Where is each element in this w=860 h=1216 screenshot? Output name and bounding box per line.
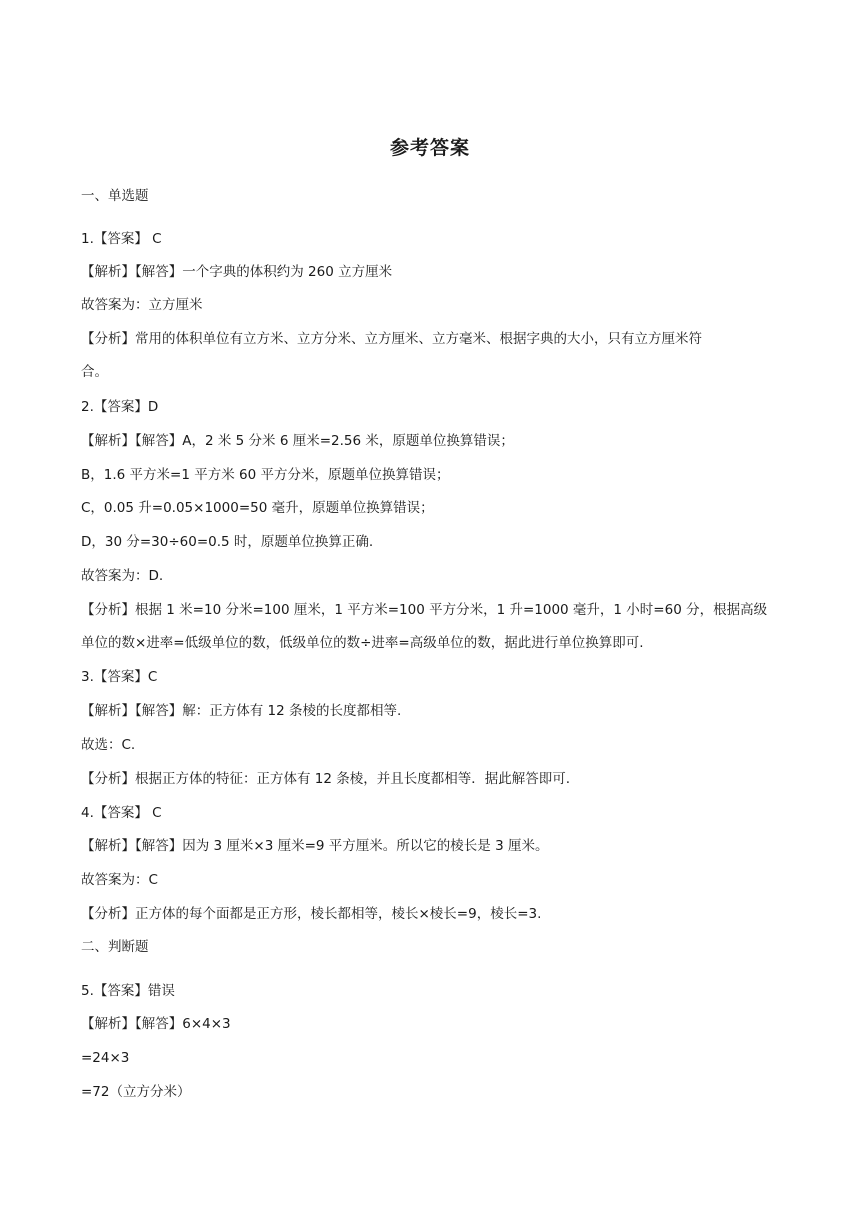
q4-analysis: 【分析】正方体的每个面都是正方形，棱长都相等，棱长×棱长=9，棱长=3. [81,906,542,922]
section-heading-true-false: 二、判断题 [81,939,149,955]
q1-analysis-line-2: 合。 [81,364,108,380]
q2-analysis-line-1: 【分析】根据 1 米=10 分米=100 厘米，1 平方米=100 平方分米，1 升=1000 毫升，1 小时=60 分，根据高级 [81,602,768,618]
page-title: 参考答案 [389,137,470,159]
q3-conclusion: 故选：C. [81,737,136,753]
q4-conclusion: 故答案为：C [81,872,158,888]
q5-answer: 5.【答案】错误 [81,983,175,999]
q3-answer: 3.【答案】C [81,669,158,685]
q2-answer: 2.【答案】D [81,399,159,415]
q5-explanation: 【解析】【解答】6×4×3 [81,1016,231,1032]
q2-analysis-line-2: 单位的数×进率=低级单位的数，低级单位的数÷进率=高级单位的数，据此进行单位换算即可. [81,635,644,651]
q5-step-2: =72（立方分米） [81,1084,191,1100]
q3-analysis: 【分析】根据正方体的特征：正方体有 12 条棱，并且长度都相等．据此解答即可. [81,771,571,787]
q2-conclusion: 故答案为：D. [81,568,164,584]
q1-explanation: 【解析】【解答】一个字典的体积约为 260 立方厘米 [81,264,393,280]
q2-explanation-d: D，30 分=30÷60=0.5 时，原题单位换算正确. [81,534,374,550]
q2-explanation-a: 【解析】【解答】A，2 米 5 分米 6 厘米=2.56 米，原题单位换算错误； [81,433,514,449]
section-heading-single-choice: 一、单选题 [81,188,149,204]
q5-step-1: =24×3 [81,1050,130,1066]
q1-conclusion: 故答案为：立方厘米 [81,297,203,313]
q1-answer: 1.【答案】 C [81,231,162,247]
q4-answer: 4.【答案】 C [81,805,162,821]
q2-explanation-b: B，1.6 平方米=1 平方米 60 平方分米，原题单位换算错误； [81,467,450,483]
q3-explanation: 【解析】【解答】解：正方体有 12 条棱的长度都相等. [81,703,402,719]
q2-explanation-c: C，0.05 升=0.05×1000=50 毫升，原题单位换算错误； [81,500,434,516]
q1-analysis-line-1: 【分析】常用的体积单位有立方米、立方分米、立方厘米、立方毫米、根据字典的大小，只有立方厘米符 [81,331,702,347]
q4-explanation: 【解析】【解答】因为 3 厘米×3 厘米=9 平方厘米。所以它的棱长是 3 厘米。 [81,838,549,854]
